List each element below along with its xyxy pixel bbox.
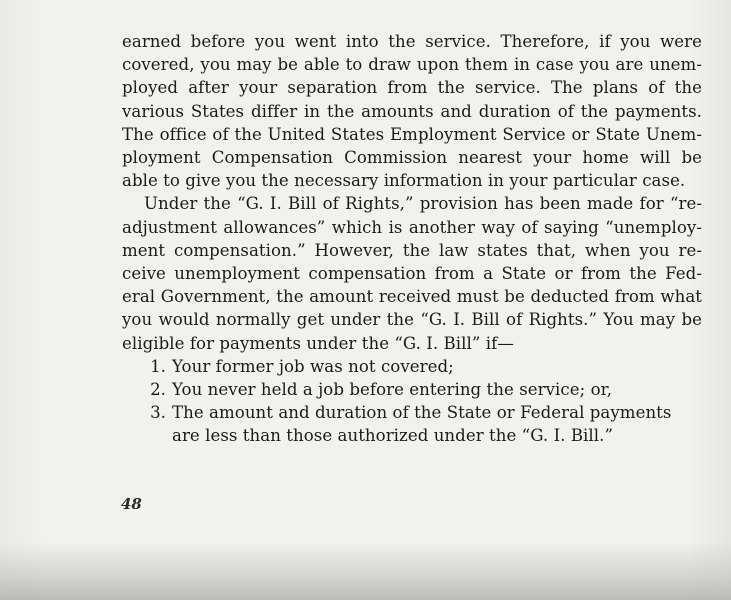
page-number: 48 [121,495,142,513]
list-item-number: 3. [150,403,166,423]
page-text [122,30,702,448]
list-item-number: 2. [150,380,166,400]
list-item-text: The amount and duration of the State or Federal payments are less than those authorized under the “G. I. Bill.” [172,403,672,446]
list-item-text: Your former job was not covered; [172,356,454,376]
list-item [122,355,702,378]
eligibility-list [122,355,702,448]
paragraph-gi-bill: Under the “G. I. Bill of Rights,” provision has been made for “re-adjustment allowances” which is another way of saying “unemploy-ment compensation.” However, the law states that, when you re-ceive unemployment compensation from a State or from the Fed-eral Government, the amount received must be deducted from what you would normally get under the “G. I. Bill of Rights.” You may be eligible for payments under the “G. I. Bill” if— [122,194,702,353]
list-item [122,401,702,447]
page-bottom-shadow [0,542,731,600]
paragraph-continued: earned before you went into the service. Therefore, if you were covered, you may be able to draw upon them in case you are unem-ployed after your separation from the service. The plans of the various States differ in the amounts and duration of the payments. The office of the United States Employment Service or State Unem-ployment Compensation Commission nearest your home will be able to give you the necessary information in your particular case. [122,32,702,191]
list-item [122,378,702,401]
list-item-number: 1. [150,356,166,376]
list-item-text: You never held a job before entering the service; or, [172,380,613,400]
